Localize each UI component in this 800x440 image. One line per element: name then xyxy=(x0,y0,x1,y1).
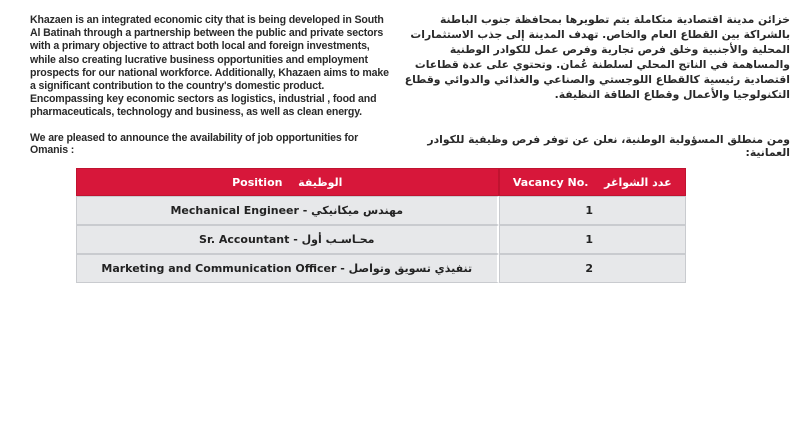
table-header-row xyxy=(76,168,686,196)
announcement-english: We are pleased to announce the availability of job opportunities for Omanis : xyxy=(30,132,359,156)
position-title-english: Marketing and Communication Officer - xyxy=(101,262,345,275)
position-title-english: Mechanical Engineer - xyxy=(170,204,308,217)
vacancy-header-english: Vacancy No. xyxy=(512,175,589,189)
position-title-arabic: مهندس ميكانيكي xyxy=(311,204,404,217)
position-column-header xyxy=(76,168,499,196)
intro-text-english: Khazaen is an integrated economic city that is being developed in South Al Batinah through a partnership between the public and private sectors with a primary objective to attract both local and foreign investments, while also creating lucrative business opportunities and employment prospects for our national workforce. Additionally, Khazaen aims to make a significant contribution to the country's domestic product. Encompassing key economic sectors as logistics, industrial , food and pharmaceuticals, technology and business, as well as clean energy. xyxy=(30,14,389,119)
position-title-arabic: محـاسـب أول xyxy=(301,233,375,246)
table-row xyxy=(76,196,686,225)
intro-text-arabic: خزائن مدينة اقتصادية متكاملة يتم تطويرها بمحافظة جنوب الباطنة بالشراكة بين القطاع العام والخاص. تهدف المدينة إلى جذب الاستثمارات المحلية والأجنبية وخلق فرص تجارية وفرص عمل للكوادر الوطنية والمساهمة في الناتج المحلي لسلطنة عُمان. وتحتوي على عدة قطاعات اقتصادية رئيسية كالقطاع اللوجستي والصناعي والغذائي والدوائي وقطاع التكنولوجيا والأعمال وقطاع الطاقة النظيفة. xyxy=(404,13,790,101)
position-title-arabic: تنفيذي تسويق وتواصل xyxy=(348,262,473,275)
position-cell xyxy=(76,225,499,254)
vacancy-count: 2 xyxy=(499,254,686,283)
position-header-arabic: الوظيفة xyxy=(298,175,343,189)
position-cell xyxy=(76,196,499,225)
table-row xyxy=(76,254,686,283)
position-header-english: Position xyxy=(232,175,283,189)
announcement-arabic: ومن منطلق المسؤولية الوطنية، نعلن عن توفر فرص وظيفية للكوادر العمانية: xyxy=(427,133,790,159)
position-cell xyxy=(76,254,499,283)
vacancy-count: 1 xyxy=(499,196,686,225)
vacancy-column-header xyxy=(499,168,686,196)
vacancy-count: 1 xyxy=(499,225,686,254)
job-vacancies-table xyxy=(76,168,686,283)
table-row xyxy=(76,225,686,254)
vacancy-header-arabic: عدد الشواغر xyxy=(604,175,672,189)
position-title-english: Sr. Accountant - xyxy=(199,233,298,246)
